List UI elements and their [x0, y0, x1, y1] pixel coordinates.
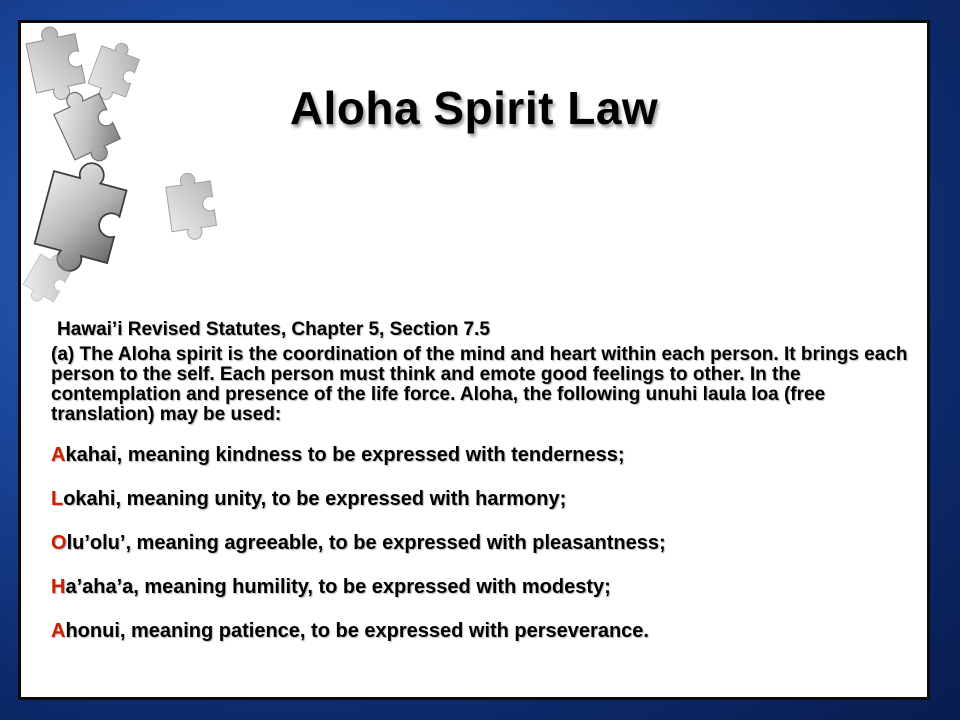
term-akahai: [51, 444, 911, 467]
term-haahaa: [51, 576, 911, 599]
statute-heading: Hawai’i Revised Statutes, Chapter 5, Section 7.5: [57, 319, 490, 340]
slide-title: Aloha Spirit Law: [289, 82, 659, 134]
term-oluolu: [51, 532, 911, 555]
term-text: honui, meaning patience, to be expressed with perseverance.: [65, 620, 649, 642]
term-text: okahi, meaning unity, to be expressed with harmony;: [63, 488, 567, 510]
term-text: a’aha’a, meaning humility, to be expressed with modesty;: [65, 576, 611, 598]
slide: [18, 20, 930, 700]
term-text: kahai, meaning kindness to be expressed with tenderness;: [65, 444, 625, 466]
term-ahonui: [51, 620, 911, 643]
puzzle-pieces-decoration: [21, 23, 261, 323]
term-initial: A: [51, 620, 66, 642]
term-lokahi: [51, 488, 911, 511]
statute-body: (a) The Aloha spirit is the coordination of the mind and heart within each person. It brings each person to the self. Each person must think and emote good feelings to other. In the contemplation and presence of the life force. Aloha, the following unuhi laula loa (free translation) may be used:: [51, 344, 908, 425]
term-initial: H: [51, 576, 66, 598]
term-initial: A: [51, 444, 66, 466]
puzzle-piece-icon: [164, 170, 218, 242]
term-text: lu’olu’, meaning agreeable, to be expressed with pleasantness;: [66, 532, 666, 554]
statute-content: [51, 319, 911, 664]
term-initial: O: [51, 532, 67, 554]
term-initial: L: [51, 488, 64, 510]
